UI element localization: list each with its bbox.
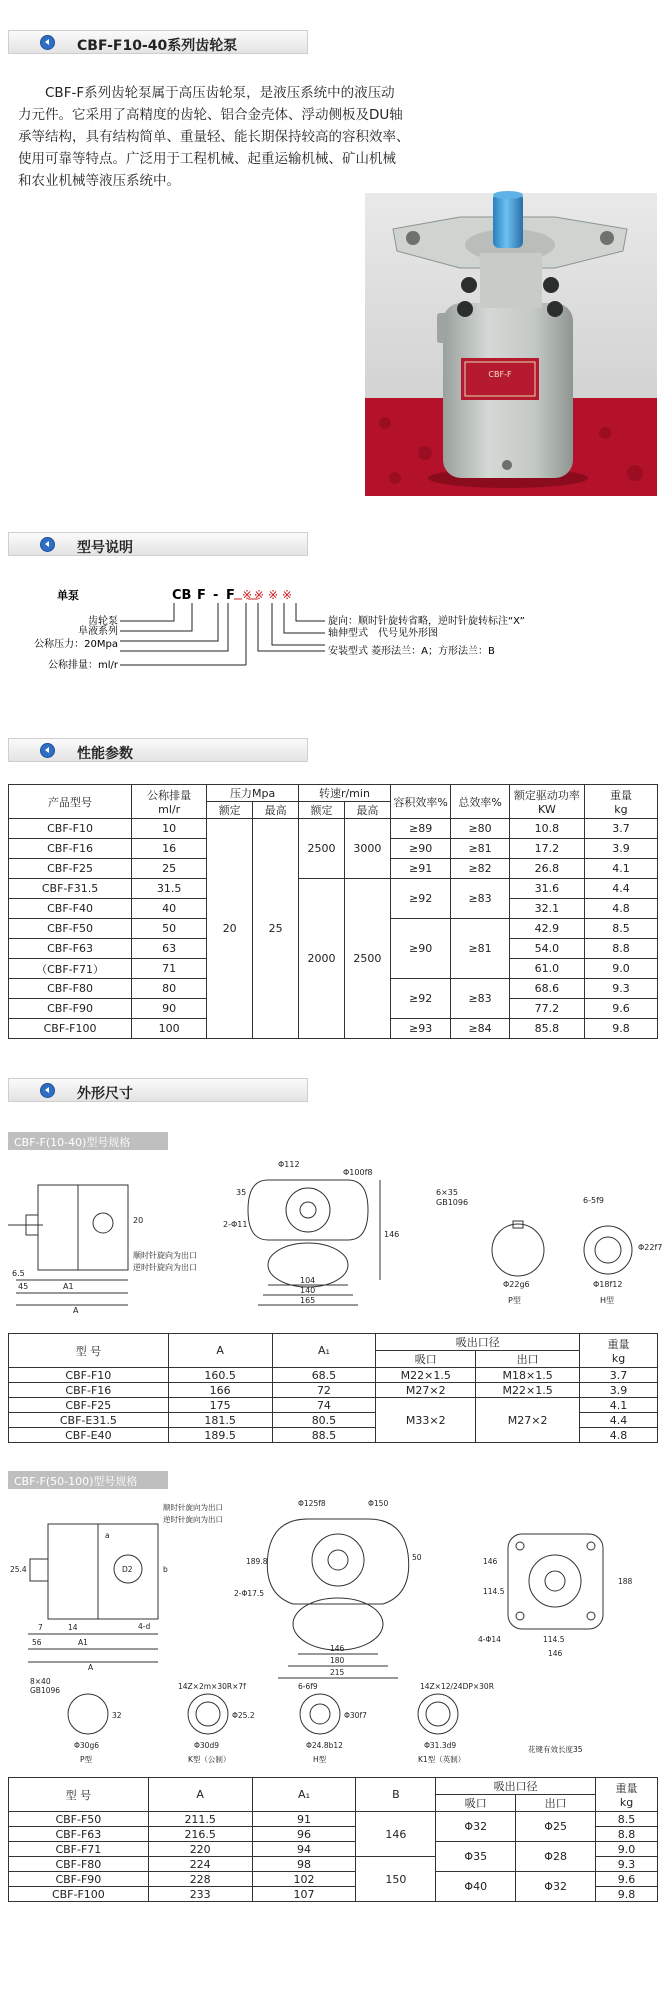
label-a1: A1 — [63, 1282, 74, 1291]
label-8x40: 8×40 — [30, 1677, 51, 1686]
th-pressure: 压力Mpa — [207, 785, 299, 802]
label-d31-3d9: Φ31.3d9 — [424, 1741, 457, 1750]
table-row: CBF-F10 160.5 68.5 M22×1.5 M18×1.5 3.7 — [9, 1368, 658, 1383]
label-h-type: H型 — [600, 1296, 615, 1305]
label-114-5-v: 114.5 — [483, 1587, 505, 1596]
spec1-header: CBF-F(10-40)型号规格 — [8, 1132, 168, 1150]
label-180: 180 — [330, 1656, 345, 1665]
table-row: CBF-F31.5 31.5 2000 2500 ≥92 ≥83 31.6 4.4 — [9, 879, 658, 899]
th-port: 吸出口径 — [376, 1334, 580, 1351]
th-weight: 重量 kg — [580, 1334, 658, 1368]
legend-displacement: 公称排量：ml/r — [48, 660, 118, 671]
label-6-6f9: 6-6f9 — [298, 1682, 318, 1691]
th-p-rated: 额定 — [207, 802, 253, 819]
label-p-type: P型 — [80, 1755, 93, 1764]
label-146: 146 — [384, 1230, 400, 1239]
section-title: 性能参数 — [77, 746, 133, 762]
label-gb1096: GB1096 — [30, 1686, 61, 1695]
table-row: CBF-F40 40 32.1 4.8 — [9, 899, 658, 919]
code-f2: F — [226, 588, 235, 603]
label-50: 50 — [412, 1553, 422, 1562]
code-f: F — [197, 588, 206, 603]
label-gb1096: GB1096 — [436, 1198, 469, 1207]
label-146: 146 — [330, 1644, 345, 1653]
table-row: CBF-F80 80 ≥92 ≥83 68.6 9.3 — [9, 979, 658, 999]
th-disp: 公称排量 ml/r — [132, 785, 207, 819]
label-k-type: K型（公制） — [188, 1755, 231, 1764]
label-14z-dp: 14Z×12/24DP×30R — [420, 1682, 494, 1691]
performance-table — [8, 784, 658, 1039]
th-speed: 转速r/min — [299, 785, 391, 802]
label-ccw: 逆时针旋向为出口 — [133, 1263, 197, 1272]
label-146-v: 146 — [483, 1557, 498, 1566]
label-4-d14: 4-Φ14 — [478, 1635, 501, 1644]
th-suction: 吸口 — [436, 1795, 516, 1812]
label-14z-metric: 14Z×2m×30R×7f — [178, 1682, 246, 1691]
th-b: B — [356, 1778, 436, 1812]
intro-paragraph: CBF-F系列齿轮泵属于高压齿轮泵，是液压系统中的液压动 力元件。它采用了高精度的齿轮、铝合金壳体、浮动侧板及DU轴 承等结构，具有结构简单、重量轻、能长期保持较高的容积效率、 使用可靠等特点。广泛用于工程机械、起重运输机械、矿山机械 和农业机械等液压系统中。 — [18, 85, 410, 189]
th-total-eff: 总效率% — [451, 785, 509, 819]
section-title: 外形尺寸 — [77, 1086, 133, 1102]
label-d18f12: Φ18f12 — [593, 1280, 623, 1289]
label-a1: A1 — [78, 1638, 88, 1647]
label-cw: 顺时针旋向为出口 — [163, 1503, 223, 1512]
nameplate-text: CBF-F — [488, 370, 512, 379]
table-row: CBF-F10 10 20 25 2500 3000 ≥89 ≥80 10.8 3.7 — [9, 819, 658, 839]
th-model: 产品型号 — [9, 785, 132, 819]
label-ccw: 逆时针旋向为出口 — [163, 1515, 223, 1524]
table-row: CBF-F25 25 ≥91 ≥82 26.8 4.1 — [9, 859, 658, 879]
dimension-drawing-small — [8, 1155, 663, 1325]
table-row: CBF-F50 50 ≥90 ≥81 42.9 8.5 — [9, 919, 658, 939]
label-140: 140 — [300, 1286, 316, 1295]
label-d30g6: Φ30g6 — [74, 1741, 99, 1750]
label-spline-length: 花键有效长度35 — [528, 1745, 583, 1754]
table-row: CBF-F71 220 94 Φ35 Φ28 9.0 — [9, 1842, 658, 1857]
label-k1-type: K1型（英制） — [418, 1755, 466, 1764]
table-row: CBF-F16 166 72 M27×2 M22×1.5 3.9 — [9, 1383, 658, 1398]
label-d22f7: Φ22f7 — [638, 1243, 663, 1252]
label-7: 7 — [38, 1623, 43, 1632]
label-d25-2: Φ25.2 — [232, 1711, 255, 1720]
label-45: 45 — [18, 1282, 29, 1291]
label-25-4: 25.4 — [10, 1565, 27, 1574]
th-model: 型 号 — [9, 1334, 169, 1368]
label-56: 56 — [32, 1638, 42, 1647]
model-code-diagram — [34, 585, 640, 685]
label-a: A — [88, 1663, 94, 1672]
th-vol-eff: 容积效率% — [390, 785, 451, 819]
label-d24-8b12: Φ24.8b12 — [306, 1741, 343, 1750]
label-d125f8: Φ125f8 — [298, 1499, 326, 1508]
table-row: CBF-F100 100 ≥93 ≥84 85.8 9.8 — [9, 1019, 658, 1039]
th-suction: 吸口 — [376, 1351, 476, 1368]
spec2-table — [8, 1777, 658, 1902]
label-35: 35 — [236, 1188, 247, 1197]
label-114-5: 114.5 — [543, 1635, 565, 1644]
legend-series: 阜液系列 — [78, 626, 118, 637]
spec2-header: CBF-F(50-100)型号规格 — [8, 1471, 168, 1489]
label-d30f7: Φ30f7 — [344, 1711, 367, 1720]
th-outlet: 出口 — [516, 1795, 596, 1812]
arrow-bullet-icon — [41, 538, 54, 551]
th-r-max: 最高 — [344, 802, 390, 819]
table-row: CBF-E40 189.5 88.5 4.8 — [9, 1428, 658, 1443]
label-165: 165 — [300, 1296, 316, 1305]
table-row: （CBF-F71） 71 61.0 9.0 — [9, 959, 658, 979]
th-model: 型 号 — [9, 1778, 149, 1812]
th-a1: A₁ — [272, 1334, 376, 1368]
code-dash: - — [213, 588, 219, 603]
legend-pressure: 公称压力：20Mpa — [34, 639, 118, 650]
label-20: 20 — [133, 1216, 144, 1225]
code-cb: CB — [172, 588, 192, 603]
code-mark: ※ — [282, 588, 293, 602]
legend-rotation: 旋向：顺时针旋转省略，逆时针旋转标注“X” — [328, 616, 525, 627]
label-188: 188 — [618, 1577, 633, 1586]
code-mark: ※ — [254, 588, 265, 602]
code-mark: ※ — [268, 588, 279, 602]
th-r-rated: 额定 — [299, 802, 345, 819]
table-row: CBF-F80 224 98 150 9.3 — [9, 1857, 658, 1872]
arrow-bullet-icon — [41, 744, 54, 757]
th-outlet: 出口 — [476, 1351, 580, 1368]
arrow-bullet-icon — [41, 1084, 54, 1097]
table-row: CBF-F90 90 77.2 9.6 — [9, 999, 658, 1019]
label-p-type: P型 — [508, 1296, 521, 1305]
th-weight: 重量 kg — [596, 1778, 658, 1812]
section-header-intro — [8, 30, 308, 54]
label-14: 14 — [68, 1623, 78, 1632]
section-header-performance — [8, 738, 308, 762]
th-weight: 重量 kg — [584, 785, 657, 819]
label-6-5f9: 6-5f9 — [583, 1196, 604, 1205]
table-row: CBF-F63 216.5 96 8.8 — [9, 1827, 658, 1842]
th-a: A — [148, 1778, 252, 1812]
label-32: 32 — [112, 1711, 122, 1720]
label-215: 215 — [330, 1668, 345, 1677]
label-4-d: 4-d — [138, 1622, 151, 1631]
label-d30d9: Φ30d9 — [194, 1741, 219, 1750]
table-row: CBF-F90 228 102 Φ40 Φ32 9.6 — [9, 1872, 658, 1887]
table-row: CBF-F63 63 54.0 8.8 — [9, 939, 658, 959]
pump-photo — [365, 193, 657, 496]
table-row: CBF-E31.5 181.5 80.5 4.4 — [9, 1413, 658, 1428]
label-2-d17-5: 2-Φ17.5 — [234, 1589, 265, 1598]
th-a1: A₁ — [252, 1778, 356, 1812]
spec1-table — [8, 1333, 658, 1443]
label-d112: Φ112 — [278, 1160, 300, 1169]
label-d100f8: Φ100f8 — [343, 1168, 373, 1177]
label-h-type: H型 — [313, 1755, 327, 1764]
th-p-max: 最高 — [253, 802, 299, 819]
label-6x35: 6×35 — [436, 1188, 458, 1197]
label-d22g6: Φ22g6 — [503, 1280, 530, 1289]
table-row: CBF-F50 211.5 91 146 Φ32 Φ25 8.5 — [9, 1812, 658, 1827]
label-a: A — [73, 1306, 79, 1315]
table-row: CBF-F16 16 ≥90 ≥81 17.2 3.9 — [9, 839, 658, 859]
th-power: 额定驱动功率 KW — [509, 785, 584, 819]
label-6-5: 6.5 — [12, 1269, 25, 1278]
label-2-d11: 2-Φ11 — [223, 1220, 248, 1229]
section-header-model — [8, 532, 308, 556]
label-104: 104 — [300, 1276, 316, 1285]
section-header-dimensions — [8, 1078, 308, 1102]
section-title: CBF-F10-40系列齿轮泵 — [77, 38, 238, 54]
label-146-h: 146 — [548, 1649, 563, 1658]
label-cw: 顺时针旋向为出口 — [133, 1251, 197, 1260]
label-d2: D2 — [122, 1565, 133, 1574]
dimension-drawing-large — [8, 1494, 658, 1769]
section-title: 型号说明 — [77, 540, 133, 556]
table-row: CBF-F100 233 107 9.8 — [9, 1887, 658, 1902]
code-mark: ※ — [242, 588, 253, 602]
label-d150: Φ150 — [368, 1499, 389, 1508]
label-189-8: 189.8 — [246, 1557, 268, 1566]
legend-pump: 齿轮泵 — [88, 616, 118, 627]
table-row: CBF-F25 175 74 M33×2 M27×2 4.1 — [9, 1398, 658, 1413]
legend-shaft: 轴伸型式 代号见外形图 — [328, 628, 438, 639]
label-a-small: a — [105, 1531, 110, 1540]
single-pump-label: 单泵 — [57, 589, 79, 602]
th-port: 吸出口径 — [436, 1778, 596, 1795]
label-b: b — [163, 1565, 168, 1574]
arrow-bullet-icon — [41, 36, 54, 49]
th-a: A — [168, 1334, 272, 1368]
legend-mounting: 安装型式 菱形法兰：A；方形法兰：B — [328, 646, 495, 657]
